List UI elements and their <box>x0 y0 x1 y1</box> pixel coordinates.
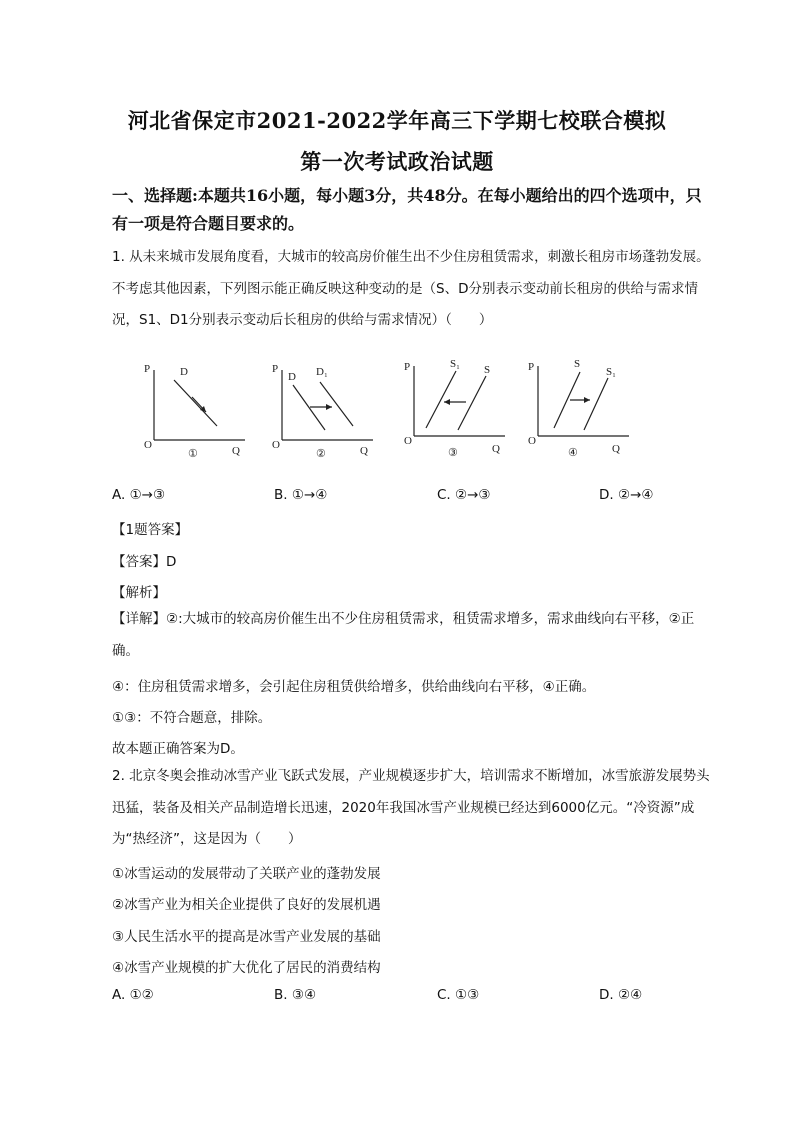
q1-option-d[interactable]: D. ②→④ <box>599 487 654 503</box>
curve-label-s1: S₁ <box>450 358 460 370</box>
q2-statement-1: ①冰雪运动的发展带动了关联产业的蓬勃发展 <box>112 866 381 882</box>
question-2-stem: 2. 北京冬奥会推动冰雪产业飞跃式发展，产业规模逐步扩大，培训需求不断增加，冰雪旅游发展势头迅猛，装备及相关产品制造增长迅速，2020年我国冰雪产业规模已经达到6000亿元。“冷资源”成为“热经济”，这是因为（ ） <box>112 768 710 847</box>
q1-option-b[interactable]: B. ①→④ <box>274 487 328 503</box>
q2-statement-4: ④冰雪产业规模的扩大优化了居民的消费结构 <box>112 960 381 976</box>
curve-label-d1: D₁ <box>316 366 328 378</box>
supply-curve-s1 <box>426 371 456 428</box>
origin-label: O <box>404 435 412 447</box>
q1-analysis-13: ①③：不符合题意，排除。 <box>112 710 272 726</box>
supply-curve-s <box>458 376 486 430</box>
graph-4 <box>524 356 644 464</box>
q2-statement-3: ③人民生活水平的提高是冰雪产业发展的基础 <box>112 929 381 945</box>
curve-label-d: D <box>180 366 188 378</box>
graph-number: ④ <box>568 447 578 459</box>
graph-number: ② <box>316 448 326 460</box>
curve-label-s1: S₁ <box>606 366 616 378</box>
demand-curve-d <box>174 380 217 426</box>
exam-title: 河北省保定市2021-2022学年高三下学期七校联合模拟 <box>127 108 667 133</box>
origin-label: O <box>272 439 280 451</box>
axis-p-label: P <box>272 363 279 375</box>
q1-answer-header: 【1题答案】 <box>112 522 189 538</box>
axis-p-label: P <box>404 361 411 373</box>
graph-number: ③ <box>448 447 458 459</box>
q1-conclusion: 故本题正确答案为D。 <box>112 741 244 757</box>
axis-q-label: Q <box>612 443 620 455</box>
q2-option-c[interactable]: C. ①③ <box>437 987 480 1003</box>
q2-statement-2: ②冰雪产业为相关企业提供了良好的发展机遇 <box>112 897 381 913</box>
question-1-stem: 1. 从未来城市发展角度看，大城市的较高房价催生出不少住房租赁需求，刺激长租房市场蓬勃发展。不考虑其他因素，下列图示能正确反映这种变动的是（S、D分别表示变动前长租房的供给与需求情况，S1、D1分别表示变动后长租房的供给与需求情况）（ ） <box>112 249 710 328</box>
graph-3 <box>400 356 520 464</box>
q2-option-b[interactable]: B. ③④ <box>274 987 317 1003</box>
q1-answer: 【答案】D <box>112 554 177 570</box>
graph-3-svg <box>400 356 520 460</box>
section-heading: 一、选择题:本题共16小题，每小题3分，共48分。在每小题给出的四个选项中，只有一项是符合题目要求的。 <box>112 186 702 233</box>
axis-p-label: P <box>528 361 535 373</box>
q1-option-c[interactable]: C. ②→③ <box>437 487 491 503</box>
graph-1 <box>140 360 260 464</box>
curve-label-d: D <box>288 371 296 383</box>
graph-2-svg <box>268 360 388 460</box>
curve-label-s: S <box>574 358 581 370</box>
graph-1-svg <box>140 360 260 460</box>
graph-2 <box>268 360 388 464</box>
graph-number: ① <box>188 448 198 460</box>
axis-p-label: P <box>144 363 151 375</box>
origin-label: O <box>528 435 536 447</box>
q1-detail: 【详解】②:大城市的较高房价催生出不少住房租赁需求，租赁需求增多，需求曲线向右平移，②正确。 <box>112 611 695 659</box>
graph-4-svg <box>524 356 644 460</box>
q1-analysis-4: ④：住房租赁需求增多，会引起住房租赁供给增多，供给曲线向右平移，④正确。 <box>112 679 596 695</box>
demand-curve-d1 <box>320 382 353 426</box>
curve-label-s: S <box>484 364 491 376</box>
axis-q-label: Q <box>360 445 368 457</box>
q2-option-a[interactable]: A. ①② <box>112 987 154 1003</box>
axis-q-label: Q <box>232 445 240 457</box>
q1-analysis-header: 【解析】 <box>112 585 166 601</box>
exam-subtitle: 第一次考试政治试题 <box>300 149 494 174</box>
q2-option-d[interactable]: D. ②④ <box>599 987 643 1003</box>
q1-option-a[interactable]: A. ①→③ <box>112 487 166 503</box>
axis-q-label: Q <box>492 443 500 455</box>
supply-curve-s1 <box>584 378 608 430</box>
origin-label: O <box>144 439 152 451</box>
